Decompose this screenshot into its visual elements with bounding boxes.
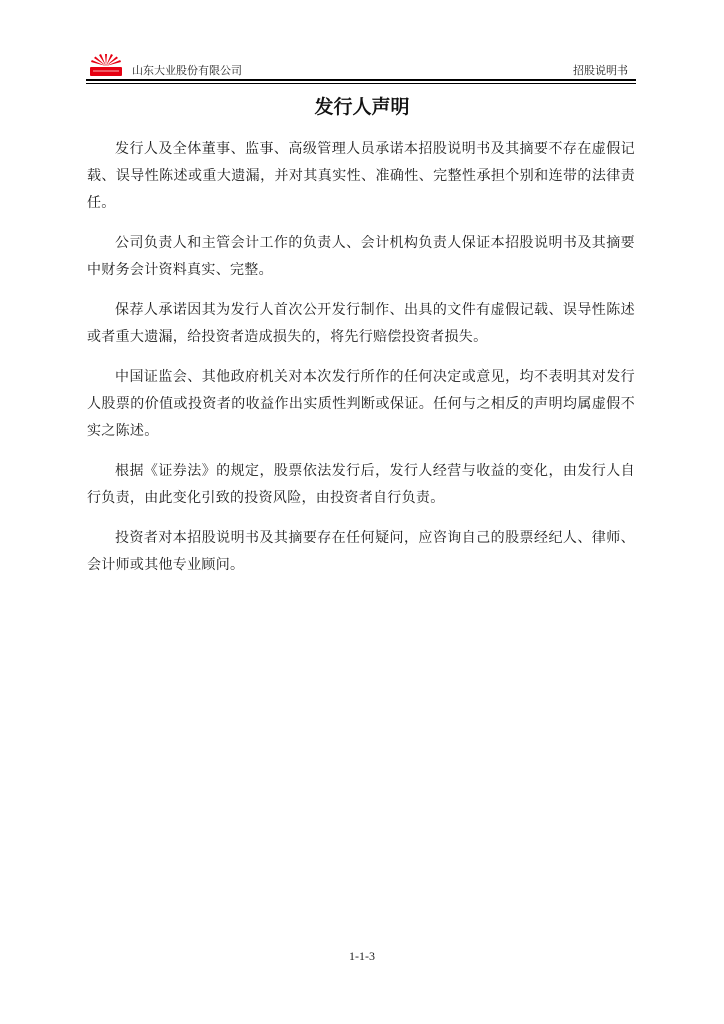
document-type-label: 招股说明书 xyxy=(573,64,628,77)
header-rule-thick xyxy=(86,79,636,81)
paragraph-5: 根据《证券法》的规定，股票依法发行后，发行人经营与收益的变化，由发行人自行负责，由此变化引致的投资风险，由投资者自行负责。 xyxy=(87,463,635,506)
company-logo-icon xyxy=(88,52,124,78)
page-number: 1-1-3 xyxy=(349,949,375,963)
company-name: 山东大业股份有限公司 xyxy=(132,64,242,77)
header-rule-thin xyxy=(86,83,636,84)
paragraph-4: 中国证监会、其他政府机关对本次发行所作的任何决定或意见，均不表明其对发行人股票的价值或投资者的收益作出实质性判断或保证。任何与之相反的声明均属虚假不实之陈述。 xyxy=(87,369,635,439)
page-header xyxy=(86,52,636,80)
paragraph-3: 保荐人承诺因其为发行人首次公开发行制作、出具的文件有虚假记载、误导性陈述或者重大遗漏，给投资者造成损失的，将先行赔偿投资者损失。 xyxy=(87,302,635,345)
paragraph-2: 公司负责人和主管会计工作的负责人、会计机构负责人保证本招股说明书及其摘要中财务会计资料真实、完整。 xyxy=(87,235,635,278)
paragraph-6: 投资者对本招股说明书及其摘要存在任何疑问，应咨询自己的股票经纪人、律师、会计师或其他专业顾问。 xyxy=(87,530,635,573)
paragraph-1: 发行人及全体董事、监事、高级管理人员承诺本招股说明书及其摘要不存在虚假记载、误导性陈述或重大遗漏，并对其真实性、准确性、完整性承担个别和连带的法律责任。 xyxy=(87,141,635,211)
page-title: 发行人声明 xyxy=(314,96,410,118)
statement-body xyxy=(87,136,635,592)
